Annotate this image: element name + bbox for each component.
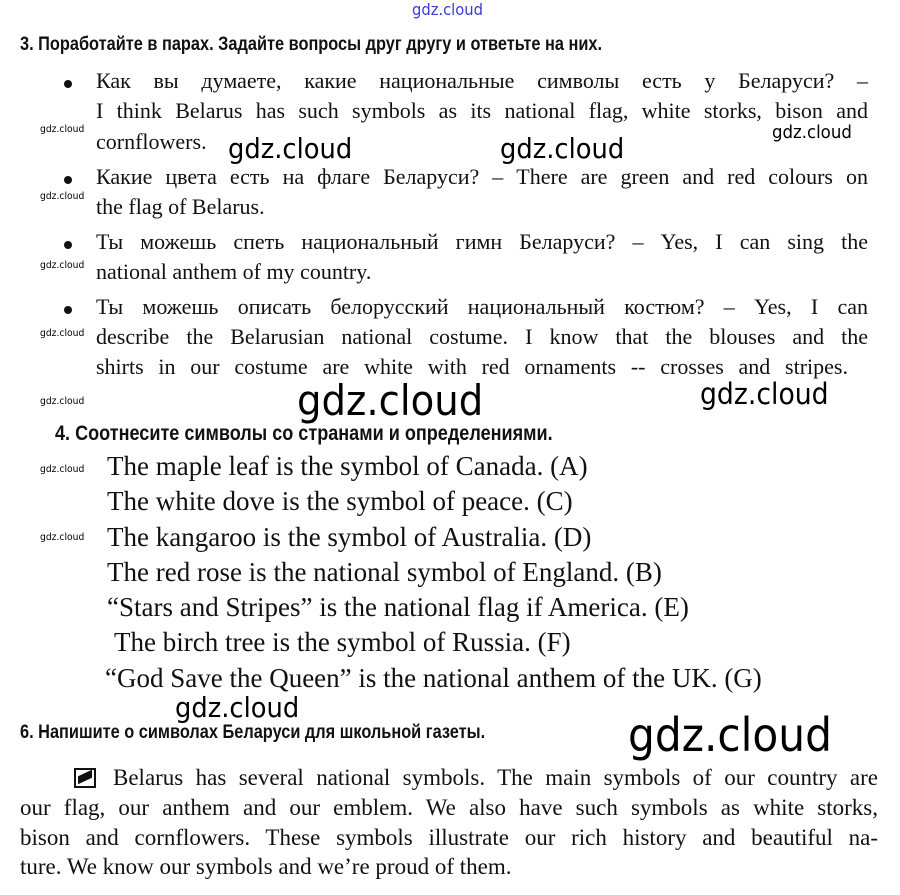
task4-heading: 4. Соотнесите символы со странами и определениями. — [55, 422, 553, 445]
watermark: gdz.cloud — [772, 122, 852, 143]
bullet-icon — [64, 241, 72, 249]
answer-line: The maple leaf is the symbol of Canada. (A) — [107, 451, 588, 481]
list-item-line: describe the Belarusian national costume. I know that the blouses and the — [96, 324, 868, 349]
writing-icon — [74, 768, 96, 788]
paragraph-line: ture. We know our symbols and we’re proud of them. — [20, 854, 512, 879]
watermark: gdz.cloud — [40, 260, 85, 271]
watermark: gdz.cloud — [40, 328, 85, 339]
watermark: gdz.cloud — [500, 132, 625, 165]
task3-heading: 3. Поработайте в парах. Задайте вопросы друг другу и ответьте на них. — [20, 34, 603, 55]
list-item-line: shirts in our costume are white with red ornaments -- crosses and stripes. — [96, 354, 848, 379]
watermark: gdz.cloud — [40, 464, 85, 475]
paragraph-line: bison and cornflowers. These symbols illustrate our rich history and beautiful na- — [20, 825, 878, 850]
list-item-line: national anthem of my country. — [96, 259, 372, 284]
answer-line: “Stars and Stripes” is the national flag if America. (E) — [107, 592, 689, 622]
answer-line: The red rose is the national symbol of England. (B) — [107, 557, 662, 587]
watermark: gdz.cloud — [700, 377, 829, 411]
list-item-line: Ты можешь спеть национальный гимн Беларуси? – Yes, I can sing the — [96, 229, 868, 254]
answer-line: The birch tree is the symbol of Russia. (F) — [114, 627, 571, 657]
answer-line: “God Save the Queen” is the national anthem of the UK. (G) — [105, 663, 762, 693]
watermark: gdz.cloud — [175, 691, 300, 724]
bullet-icon — [64, 176, 72, 184]
paragraph-line: Belarus has several national symbols. The main symbols of our country are — [113, 765, 878, 790]
watermark: gdz.cloud — [297, 376, 484, 425]
watermark: gdz.cloud — [412, 0, 483, 19]
bullet-icon — [64, 306, 72, 314]
answer-line: The kangaroo is the symbol of Australia. (D) — [107, 522, 592, 552]
list-item-line: the flag of Belarus. — [96, 194, 265, 219]
list-item-line: Ты можешь описать белорусский национальный костюм? – Yes, I can — [96, 294, 868, 319]
watermark: gdz.cloud — [628, 708, 832, 762]
list-item-line: Как вы думаете, какие национальные символы есть у Беларуси? – — [96, 68, 868, 93]
watermark: gdz.cloud — [40, 396, 85, 407]
watermark: gdz.cloud — [40, 124, 85, 135]
task6-heading: 6. Напишите о символах Беларуси для школьной газеты. — [20, 722, 486, 743]
watermark: gdz.cloud — [40, 191, 85, 202]
watermark: gdz.cloud — [228, 132, 353, 165]
list-item-line: Какие цвета есть на флаге Беларуси? – There are green and red colours on — [96, 164, 868, 189]
bullet-icon — [64, 80, 72, 88]
list-item-line: I think Belarus has such symbols as its national flag, white storks, bison and — [96, 98, 868, 123]
watermark: gdz.cloud — [40, 532, 85, 543]
answer-line: The white dove is the symbol of peace. (C) — [107, 486, 573, 516]
paragraph-line: our flag, our anthem and our emblem. We also have such symbols as white storks, — [20, 795, 878, 820]
list-item-line: cornflowers. — [96, 129, 207, 154]
